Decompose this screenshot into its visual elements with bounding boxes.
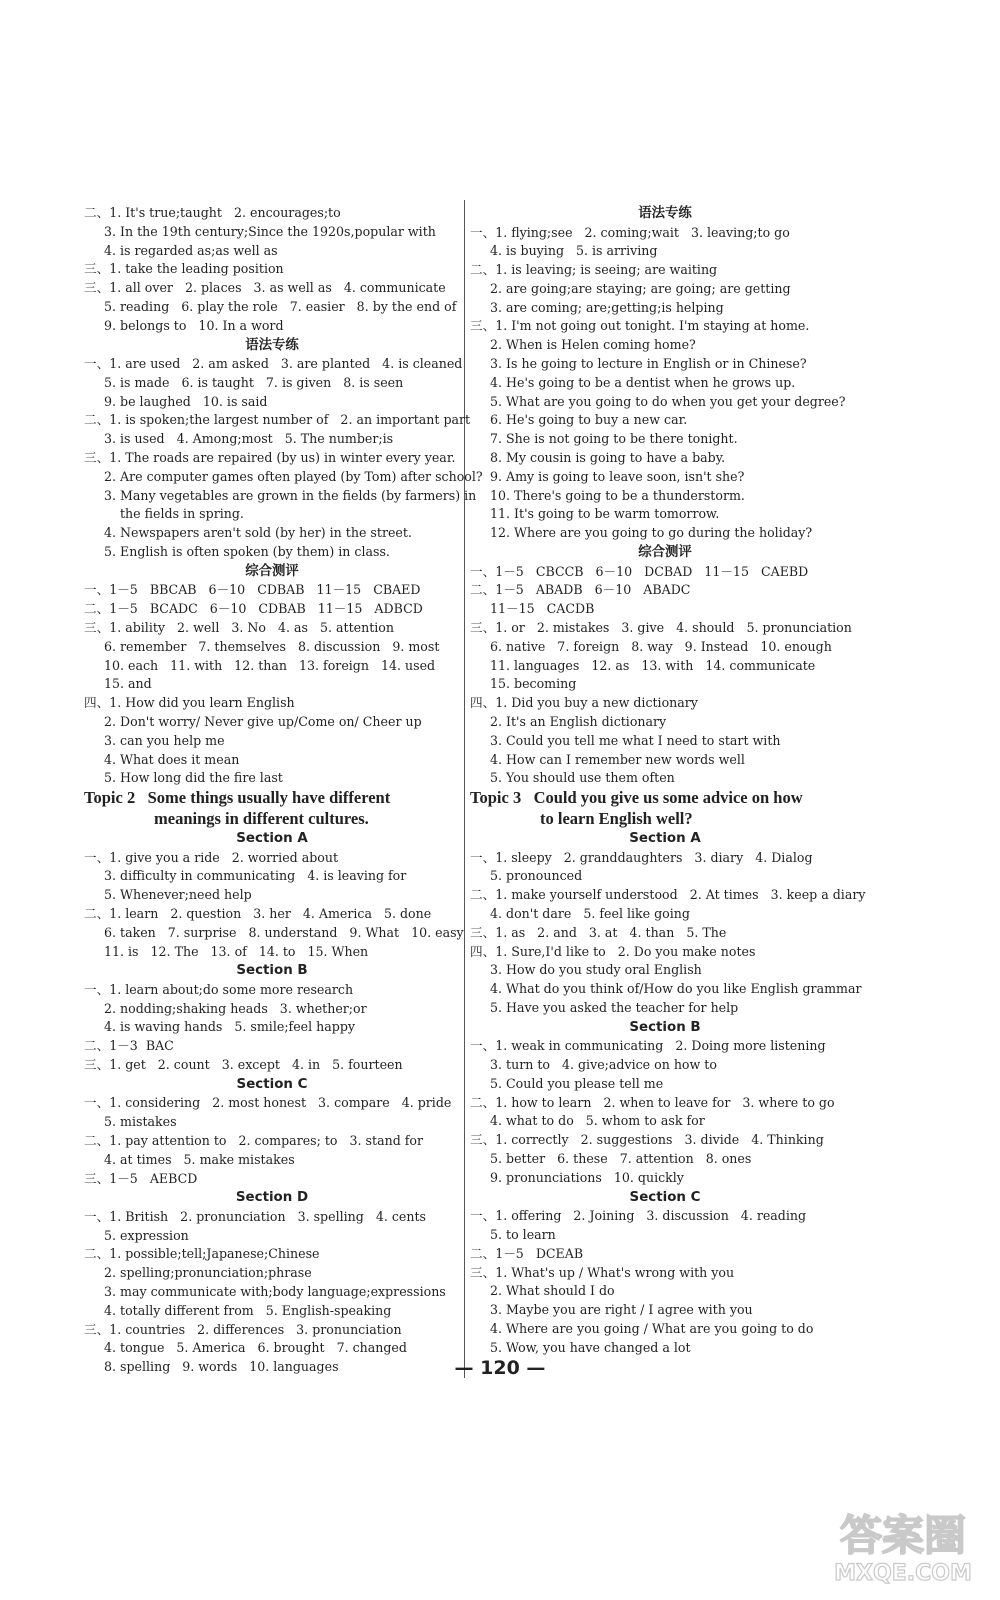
answer-line: 二、1－5 DCEAB <box>470 1245 584 1261</box>
answer-line: 5. to learn <box>490 1226 556 1242</box>
answer-line: 5. reading 6. play the role 7. easier 8. by the end of <box>104 298 457 314</box>
answer-line: 二、1－5 ABADB 6－10 ABADC <box>470 582 691 598</box>
topic-title: Topic 3 Could you give us some advice on how <box>470 788 803 808</box>
answer-line: 5. mistakes <box>104 1114 177 1130</box>
answer-line: 三、1. or 2. mistakes 3. give 4. should 5. pronunciation <box>470 619 852 635</box>
left-answer-column <box>84 204 483 1377</box>
answer-line: 四、1. Did you buy a new dictionary <box>470 695 698 711</box>
answer-line: 9. belongs to 10. In a word <box>104 317 284 333</box>
answer-line: 二、1. is leaving; is seeing; are waiting <box>470 262 718 278</box>
answer-line: 9. pronunciations 10. quickly <box>490 1169 684 1185</box>
answer-line: 二、1. It's true;taught 2. encourages;to <box>84 205 341 220</box>
answer-line: 11. is 12. The 13. of 14. to 15. When <box>104 943 369 959</box>
answer-line: 二、1. make yourself understood 2. At times 3. keep a diary <box>470 887 866 903</box>
answer-line: 3. How do you study oral English <box>490 962 702 978</box>
answer-line: 10. each 11. with 12. than 13. foreign 14. used <box>104 657 436 673</box>
watermark-text: 答案圈 <box>839 1511 967 1560</box>
answer-line: 一、1－5 CBCCB 6－10 DCBAD 11－15 CAEBD <box>470 563 809 579</box>
answer-line: 四、1. How did you learn English <box>84 695 295 711</box>
answer-line: 5. pronounced <box>490 868 583 884</box>
answer-line: 2. Don't worry/ Never give up/Come on/ Cheer up <box>104 713 422 729</box>
answer-line: 一、1. British 2. pronunciation 3. spelling 4. cents <box>84 1208 426 1224</box>
answer-line: 11. languages 12. as 13. with 14. communicate <box>490 657 816 673</box>
answer-line: the fields in spring. <box>120 506 244 522</box>
answer-line: 11. It's going to be warm tomorrow. <box>490 506 720 522</box>
answer-line: 一、1. give you a ride 2. worried about <box>84 849 339 865</box>
column-divider <box>464 200 465 1378</box>
answer-line: 一、1. offering 2. Joining 3. discussion 4. reading <box>470 1208 807 1224</box>
watermark-logo <box>828 1502 978 1586</box>
answer-line: 三、1. get 2. count 3. except 4. in 5. fourteen <box>84 1057 403 1073</box>
answer-line: 3. Is he going to lecture in English or in Chinese? <box>490 356 807 372</box>
answer-line: 5. Wow, you have changed a lot <box>490 1339 691 1355</box>
answer-line: 2. When is Helen coming home? <box>490 337 696 353</box>
answer-line: 5. English is often spoken (by them) in class. <box>104 544 390 560</box>
topic-title: meanings in different cultures. <box>154 808 369 828</box>
answer-line: 二、1. learn 2. question 3. her 4. America 5. done <box>84 906 432 921</box>
answer-line: 3. can you help me <box>104 732 225 748</box>
answer-line: 5. You should use them often <box>490 770 675 786</box>
watermark-url: MXQE.COM <box>834 1561 972 1586</box>
answer-line: 11－15 CACDB <box>490 601 595 617</box>
section-heading: Section D <box>235 1190 309 1206</box>
answer-line: 5. Could you please tell me <box>490 1075 664 1091</box>
answer-line: 四、1. Sure,I'd like to 2. Do you make notes <box>470 943 756 959</box>
section-heading: Section B <box>629 1019 701 1035</box>
answer-line: 4. is waving hands 5. smile;feel happy <box>104 1019 356 1035</box>
answer-line: 二、1. possible;tell;Japanese;Chinese <box>84 1246 320 1262</box>
answer-line: 3. Maybe you are right / I agree with you <box>490 1302 753 1318</box>
answer-line: 5. better 6. these 7. attention 8. ones <box>490 1151 752 1167</box>
answer-line: 2. are going;are staying; are going; are getting <box>490 280 791 296</box>
answer-line: 一、1. sleepy 2. granddaughters 3. diary 4. Dialog <box>470 849 813 865</box>
section-heading: Section C <box>629 1189 701 1205</box>
answer-line: 三、1. take the leading position <box>84 261 284 277</box>
answer-line: 4. What does it mean <box>104 751 240 767</box>
answer-line: 二、1. is spoken;the largest number of 2. an important part <box>84 412 471 428</box>
answer-line: 9. Amy is going to leave soon, isn't she? <box>490 468 745 484</box>
answer-line: 6. taken 7. surprise 8. understand 9. What 10. easy <box>104 924 464 940</box>
answer-line: 4. Newspapers aren't sold (by her) in the street. <box>104 525 412 541</box>
answer-line: 3. difficulty in communicating 4. is leaving for <box>104 868 407 884</box>
answer-line: 一、1. weak in communicating 2. Doing more listening <box>470 1038 826 1054</box>
answer-line: 2. spelling;pronunciation;phrase <box>104 1265 312 1281</box>
answer-line: 3. turn to 4. give;advice on how to <box>490 1057 717 1073</box>
answer-line: 4. is buying 5. is arriving <box>490 243 658 259</box>
answer-line: 一、1. flying;see 2. coming;wait 3. leaving;to go <box>470 224 790 240</box>
answer-line: 4. what to do 5. whom to ask for <box>490 1113 705 1129</box>
answer-line: 5. is made 6. is taught 7. is given 8. is seen <box>104 374 404 390</box>
answer-line: 一、1. considering 2. most honest 3. compare 4. pride <box>84 1095 452 1111</box>
answer-line: 二、1. how to learn 2. when to leave for 3. where to go <box>470 1094 835 1110</box>
answer-line: 三、1. as 2. and 3. at 4. than 5. The <box>470 924 727 940</box>
answer-line: 5. Have you asked the teacher for help <box>490 999 739 1015</box>
answer-line: 7. She is not going to be there tonight. <box>490 431 738 447</box>
answer-line: 一、1－5 BBCAB 6－10 CDBAB 11－15 CBAED <box>84 582 421 598</box>
answer-line: 2. nodding;shaking heads 3. whether;or <box>104 1000 367 1016</box>
answer-line: 2. Are computer games often played (by Tom) after school? <box>104 468 483 484</box>
answer-line: 4. What do you think of/How do you like English grammar <box>490 981 862 997</box>
answer-line: 8. spelling 9. words 10. languages <box>104 1359 339 1375</box>
answer-line: 3. is used 4. Among;most 5. The number;is <box>104 431 394 447</box>
answer-line: 二、1－3 BAC <box>84 1038 174 1054</box>
section-heading: Section C <box>236 1076 308 1092</box>
answer-line: 三、1. The roads are repaired (by us) in winter every year. <box>84 450 456 466</box>
answer-line: 3. Many vegetables are grown in the fields (by farmers) in <box>104 487 477 503</box>
answer-line: 三、1－5 AEBCD <box>84 1170 198 1186</box>
answer-line: 5. Whenever;need help <box>104 887 252 903</box>
section-heading: 语法专练 <box>245 337 299 353</box>
answer-line: 6. remember 7. themselves 8. discussion 9. most <box>104 638 440 654</box>
answer-line: 10. There's going to be a thunderstorm. <box>490 487 745 503</box>
answer-line: 三、1. ability 2. well 3. No 4. as 5. attention <box>84 619 394 635</box>
topic-title: Topic 2 Some things usually have different <box>84 788 391 808</box>
answer-line: 三、1. What's up / What's wrong with you <box>470 1264 735 1280</box>
answer-line: 3. may communicate with;body language;expressions <box>104 1284 446 1300</box>
answer-line: 15. becoming <box>490 676 577 692</box>
answer-line: 二、1. pay attention to 2. compares; to 3. stand for <box>84 1132 424 1148</box>
right-answer-column <box>470 204 866 1358</box>
section-heading: 语法专练 <box>638 206 692 221</box>
section-heading: 综合测评 <box>245 563 299 579</box>
answer-line: 6. native 7. foreign 8. way 9. Instead 10. enough <box>490 638 832 654</box>
answer-line: 3. In the 19th century;Since the 1920s,popular with <box>104 223 436 239</box>
section-heading: Section B <box>236 963 308 979</box>
answer-line: 2. It's an English dictionary <box>490 713 667 729</box>
answer-line: 一、1. learn about;do some more research <box>84 981 354 997</box>
answer-line: 4. is regarded as;as well as <box>104 242 278 258</box>
section-heading: Section A <box>629 831 701 847</box>
answer-line: 一、1. are used 2. am asked 3. are planted 4. is cleaned <box>84 356 463 372</box>
answer-line: 4. tongue 5. America 6. brought 7. changed <box>104 1340 407 1356</box>
answer-line: 6. He's going to buy a new car. <box>490 412 688 428</box>
answer-line: 12. Where are you going to go during the holiday? <box>490 525 813 541</box>
answer-line: 4. How can I remember new words well <box>490 751 745 767</box>
answer-line: 5. expression <box>104 1227 189 1243</box>
answer-line: 4. Where are you going / What are you going to do <box>490 1320 814 1336</box>
topic-title: to learn English well? <box>540 808 693 828</box>
answer-line: 3. are coming; are;getting;is helping <box>490 299 724 315</box>
answer-line: 4. totally different from 5. English-speaking <box>104 1302 392 1318</box>
answer-line: 三、1. I'm not going out tonight. I'm staying at home. <box>470 318 810 334</box>
answer-line: 二、1－5 BCADC 6－10 CDBAB 11－15 ADBCD <box>84 601 423 617</box>
answer-line: 5. What are you going to do when you get your degree? <box>490 393 846 409</box>
answer-line: 8. My cousin is going to have a baby. <box>490 450 726 466</box>
page-number: — 120 — <box>454 1357 546 1379</box>
answer-line: 三、1. correctly 2. suggestions 3. divide 4. Thinking <box>470 1132 824 1148</box>
answer-line: 9. be laughed 10. is said <box>104 393 268 409</box>
answer-line: 2. What should I do <box>490 1283 615 1299</box>
section-heading: Section A <box>236 831 308 847</box>
answer-line: 4. He's going to be a dentist when he grows up. <box>490 374 796 390</box>
answer-line: 三、1. countries 2. differences 3. pronunciation <box>84 1321 402 1337</box>
answer-line: 3. Could you tell me what I need to start with <box>490 732 781 748</box>
answer-line: 5. How long did the fire last <box>104 770 283 786</box>
section-heading: 综合测评 <box>638 545 692 561</box>
answer-line: 15. and <box>104 676 152 692</box>
answer-line: 三、1. all over 2. places 3. as well as 4. communicate <box>84 280 446 296</box>
answer-line: 4. don't dare 5. feel like going <box>490 906 690 921</box>
answer-line: 4. at times 5. make mistakes <box>104 1151 295 1167</box>
